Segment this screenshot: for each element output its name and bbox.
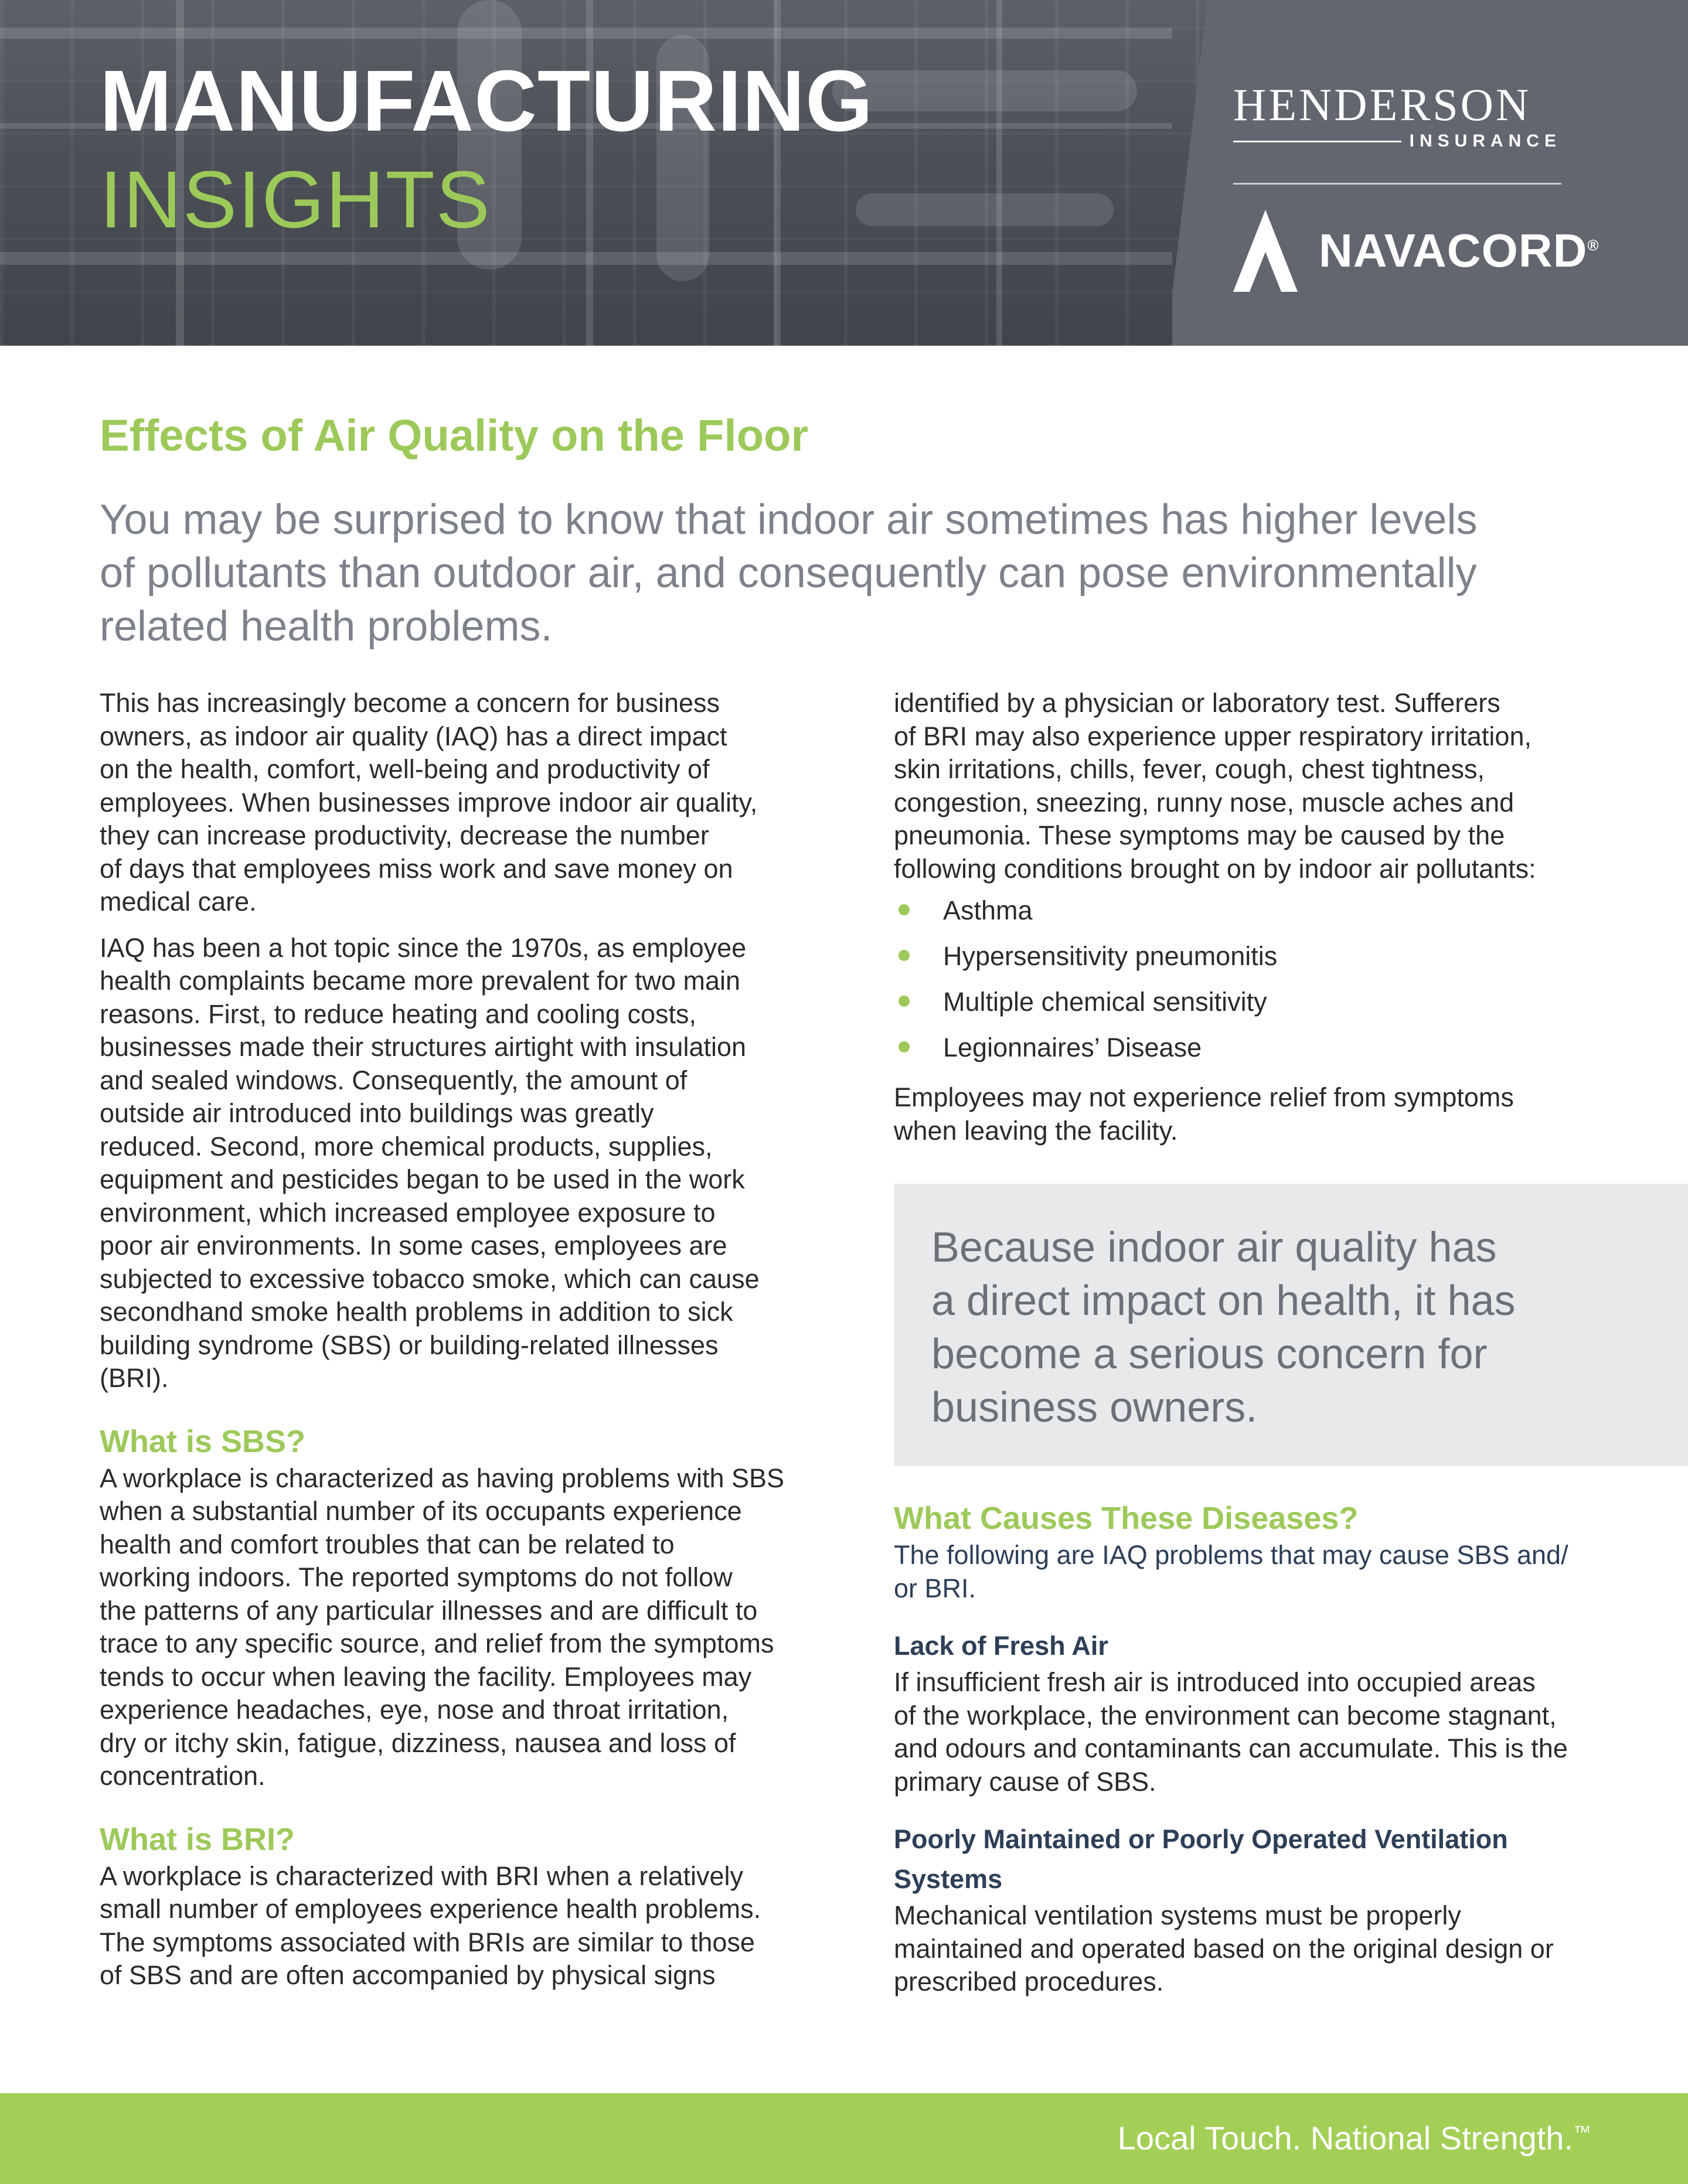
list-item: Asthma bbox=[894, 888, 1591, 933]
paragraph-iaq-history: IAQ has been a hot topic since the 1970s, as employee health complaints became more prevalent for two main reasons. First, to reduce heating and cooling costs, businesses made their structures airtight with insulation and sealed windows. Consequently, the amount of outside air introduced into buildings was greatly reduced. Second, more chemical products, supplies, equipment and pesticides began to be used in the work environment, which increased employee exposure to poor air environments. In some cases, employees are subjected to excessive tobacco smoke, which can cause secondhand smoke health problems in addition to sick building syndrome (SBS) or building-related illnesses (BRI). bbox=[100, 932, 760, 1393]
right-column bbox=[894, 687, 1591, 2012]
paragraph-iaq-concern: This has increasingly become a concern for business owners, as indoor air quality (IAQ) has a direct impact on the health, comfort, well-being and productivity of employees. When businesses improve indoor air quality, they can increase productivity, decrease the number of days that employees miss work and save money on medical care. bbox=[100, 688, 758, 916]
paragraph-sbs: A workplace is characterized as having problems with SBS when a substantial number of its occupants experience health and comfort troubles that can be related to working indoors. The reported symptoms do not follow the patterns of any particular illnesses and are difficult to trace to any specific source, and relief from the symptoms tends to occur when leaving the facility. Employees may experience headaches, eye, nose and throat irritation, dry or itchy skin, fatigue, dizziness, nausea and loss of concentration. bbox=[100, 1463, 785, 1791]
navacord-logo-name: NAVACORD® bbox=[1319, 224, 1599, 277]
heading-what-is-sbs: What is SBS? bbox=[100, 1423, 306, 1459]
paragraph-no-relief: Employees may not experience relief from symptoms when leaving the facility. bbox=[894, 1082, 1514, 1146]
logo-divider bbox=[1233, 183, 1561, 185]
heading-ventilation-systems: Poorly Maintained or Poorly Operated Ventilation Systems bbox=[894, 1824, 1508, 1894]
conditions-list bbox=[894, 888, 1591, 1071]
paragraph-ventilation: Mechanical ventilation systems must be properly maintained and operated based on the original design or prescribed procedures. bbox=[894, 1900, 1554, 1996]
list-item: Legionnaires’ Disease bbox=[894, 1025, 1591, 1071]
paragraph-fresh-air: If insufficient fresh air is introduced into occupied areas of the workplace, the environment can become stagnant, and odours and contaminants can accumulate. This is the primary cause of SBS. bbox=[894, 1667, 1568, 1797]
heading-lack-of-fresh-air: Lack of Fresh Air bbox=[894, 1631, 1108, 1661]
henderson-logo bbox=[1233, 79, 1561, 151]
bullet-dot-icon bbox=[899, 996, 910, 1007]
logo-panel bbox=[1172, 0, 1688, 346]
footer-tagline: Local Touch. National Strength.™ bbox=[1117, 2120, 1591, 2156]
page-title: MANUFACTURING bbox=[100, 53, 874, 149]
paragraph-bri-continued: identified by a physician or laboratory test. Sufferers of BRI may also experience upper respiratory irritation, skin irritations, chills, fever, cough, chest tightness, congestion, sneezing, runny nose, muscle aches and pneumonia. These symptoms may be caused by the following conditions brought on by indoor air pollutants: bbox=[894, 688, 1536, 884]
list-item: Hypersensitivity pneumonitis bbox=[894, 933, 1591, 979]
bullet-dot-icon bbox=[899, 1041, 910, 1052]
lead-paragraph: You may be surprised to know that indoor air sometimes has higher levels of pollutants than outdoor air, and consequently can pose environmentally related health problems. bbox=[100, 496, 1478, 650]
page-subtitle: INSIGHTS bbox=[100, 155, 491, 245]
henderson-logo-sub: INSURANCE bbox=[1409, 131, 1561, 151]
bullet-dot-icon bbox=[899, 950, 910, 961]
section-title: Effects of Air Quality on the Floor bbox=[100, 411, 809, 461]
paragraph-causes-intro: The following are IAQ problems that may cause SBS and/ or BRI. bbox=[894, 1540, 1568, 1603]
trademark-mark: ™ bbox=[1573, 2122, 1591, 2142]
henderson-logo-name: HENDERSON bbox=[1233, 79, 1532, 130]
navacord-logo bbox=[1233, 210, 1599, 292]
footer-bar bbox=[0, 2093, 1688, 2184]
heading-what-is-bri: What is BRI? bbox=[100, 1821, 295, 1857]
header-banner bbox=[0, 0, 1688, 346]
navacord-a-icon bbox=[1233, 210, 1298, 292]
paragraph-bri: A workplace is characterized with BRI when a relatively small number of employees experience health problems. The symptoms associated with BRIs are similar to those of SBS and are often accompanied by physical signs bbox=[100, 1861, 761, 1990]
pull-quote: Because indoor air quality has a direct impact on health, it has become a serious concern for business owners. bbox=[894, 1184, 1688, 1466]
navacord-registered-mark: ® bbox=[1587, 236, 1599, 254]
left-column bbox=[100, 687, 803, 2005]
heading-what-causes: What Causes These Diseases? bbox=[894, 1501, 1359, 1536]
bullet-dot-icon bbox=[899, 904, 910, 915]
list-item: Multiple chemical sensitivity bbox=[894, 979, 1591, 1025]
